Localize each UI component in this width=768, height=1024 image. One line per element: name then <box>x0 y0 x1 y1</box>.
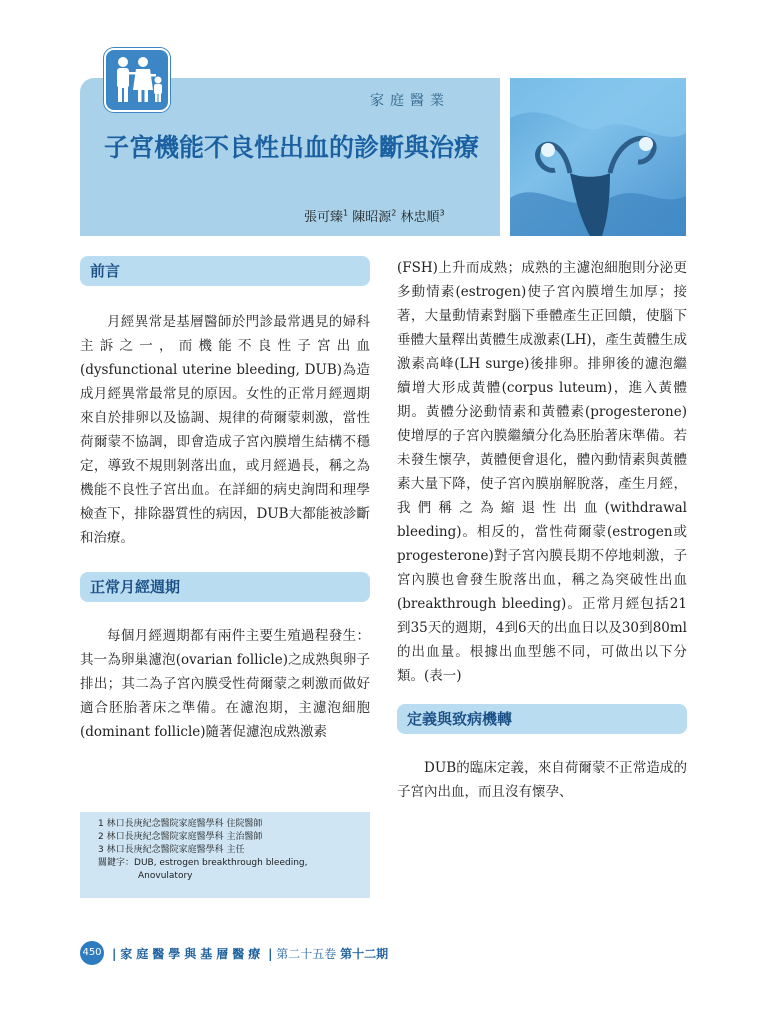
issue: 第十二期 <box>340 947 389 961</box>
footnote: 1 林口長庚紀念醫院家庭醫學科 住院醫師 <box>98 819 263 829</box>
family-icon <box>104 48 170 112</box>
uterus-illustration <box>510 78 686 236</box>
left-column <box>80 256 370 744</box>
keywords <box>80 857 370 870</box>
footnote-box <box>80 812 370 898</box>
journal-name: 家庭醫學與基層醫療 <box>120 947 265 961</box>
author-list <box>304 206 445 225</box>
footnote: 3 林口長庚紀念醫院家庭醫學科 主任 <box>98 845 245 855</box>
author-name: 林忠順 <box>400 210 440 225</box>
paragraph: (FSH)上升而成熟；成熟的主濾泡細胞則分泌更多動情素(estrogen)使子宮內膜增生加厚；接著，大量動情素對腦下垂體產生正回饋，使腦下垂體大量釋出黃體生成激素(LH)，產生黃體生成激素高峰(LH surge)後排卵。排卵後的濾泡繼續增大形成黃體(corpus luteum)，進入黃體期。黃體分泌動情素和黃體素(progesterone)使增厚的子宮內膜繼續分化為胚胎著床準備。若未發生懷孕，黃體便會退化，體內動情素與黃體素大量下降，使子宮內膜崩解脫落，產生月經，我們稱之為縮退性出血(withdrawal bleeding)。相反的，當性荷爾蒙(estrogen或progesterone)對子宮內膜長期不停地刺激，子宮內膜也會發生脫落出血，稱之為突破性出血(breakthrough bleeding)。正常月經包括21到35天的週期，4到6天的出血日以及30到80ml的出血量。根據出血型態不同，可做出以下分類。(表一) <box>397 260 687 684</box>
separator: | <box>112 947 117 961</box>
section-tag: 家庭醫業 <box>370 93 450 109</box>
affiliation-mark: 3 <box>439 208 445 218</box>
right-column <box>397 256 687 804</box>
section-heading: 前言 <box>80 256 370 286</box>
affiliation-mark: 2 <box>391 208 397 218</box>
page-number: 450 <box>80 941 104 965</box>
volume: 第二十五卷 <box>276 947 337 961</box>
paragraph: 月經異常是基層醫師於門診最常遇見的婦科主訴之一，而機能不良性子宮出血(dysfunctional uterine bleeding, DUB)為造成月經異常最常見的原因。女性的正常月經週期來自於排卵以及協調、規律的荷爾蒙刺激，當性荷爾蒙不協調，即會造成子宮內膜增生結構不穩定，導致不規則剝落出血，或月經過長，稱之為機能不良性子宮出血。在詳細的病史詢問和理學檢查下，排除器質性的病因，DUB大都能被診斷和治療。 <box>80 314 370 546</box>
article-title: 子宮機能不良性出血的診斷與治療 <box>104 133 480 162</box>
paragraph: 每個月經週期都有兩件主要生殖過程發生：其一為卵巢濾泡(ovarian follicle)之成熟與卵子排出；其二為子宮內膜受性荷爾蒙之刺激而做好適合胚胎著床之準備。在濾泡期，主濾泡細胞(dominant follicle)隨著促濾泡成熟激素 <box>80 628 370 740</box>
section-heading: 正常月經週期 <box>80 572 370 602</box>
section-heading: 定義與致病機轉 <box>397 704 687 734</box>
affiliation-mark: 1 <box>343 208 349 218</box>
author-name: 陳昭源 <box>352 210 392 225</box>
footnote: 2 林口長庚紀念醫院家庭醫學科 主治醫師 <box>98 832 263 842</box>
separator: | <box>268 947 273 961</box>
keywords-continued: Anovulatory <box>138 871 193 881</box>
keywords-label: 關鍵字： <box>98 858 135 868</box>
author-name: 張可臻 <box>304 210 344 225</box>
paragraph: DUB的臨床定義，來自荷爾蒙不正常造成的子宮內出血，而且沒有懷孕、 <box>397 760 687 800</box>
journal-footer <box>112 945 388 962</box>
keywords-value: DUB, estrogen breakthrough bleeding, <box>134 858 308 868</box>
